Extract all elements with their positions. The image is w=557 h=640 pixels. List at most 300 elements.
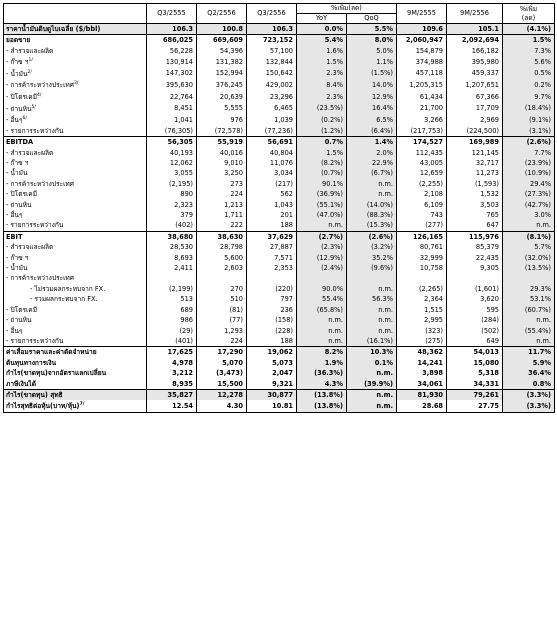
- cell-value: 1,293: [197, 326, 247, 336]
- row-label: [4, 158, 147, 168]
- cell-value: 8,935: [147, 379, 197, 390]
- cell-value: 5,318: [447, 368, 503, 378]
- cell-value: 106.3: [147, 24, 197, 35]
- cell-value: 201: [247, 210, 297, 220]
- row-label-text: EBIT: [6, 232, 23, 241]
- cell-value: 22,764: [147, 91, 197, 103]
- cell-value: n.m.: [297, 315, 347, 325]
- col-header-yoy: YoY: [297, 14, 347, 24]
- row-label: [4, 284, 147, 294]
- table-row: [4, 126, 555, 137]
- row-label: [4, 379, 147, 390]
- row-label: [4, 68, 147, 80]
- cell-value: (55.4%): [503, 326, 555, 336]
- cell-value: 1,207,651: [447, 79, 503, 91]
- cell-value: 723,152: [247, 35, 297, 46]
- cell-value: (9.1%): [503, 114, 555, 126]
- cell-value: 38,680: [147, 231, 197, 242]
- row-label: [4, 253, 147, 263]
- cell-value: 79,261: [447, 389, 503, 400]
- cell-value: (220): [247, 284, 297, 294]
- cell-value: 90.1%: [297, 179, 347, 189]
- row-label-text: - สำรวจและผลิต: [6, 243, 54, 252]
- table-row: [4, 79, 555, 91]
- cell-value: 11,273: [447, 168, 503, 178]
- cell-value: 5,073: [247, 358, 297, 368]
- cell-value: 1.5%: [297, 56, 347, 68]
- row-label: [4, 220, 147, 231]
- table-row: [4, 389, 555, 400]
- row-label-text: - การค้าระหว่างประเทศ: [6, 179, 74, 188]
- cell-value: 890: [147, 189, 197, 199]
- cell-value: 109.6: [397, 24, 447, 35]
- cell-value: (42.7%): [503, 200, 555, 210]
- row-label: [4, 210, 147, 220]
- cell-value: 0.7%: [297, 137, 347, 148]
- cell-value: 152,994: [197, 68, 247, 80]
- cell-value: 10.3%: [347, 347, 397, 358]
- cell-value: 5,555: [197, 103, 247, 115]
- table-row: [4, 148, 555, 158]
- cell-value: 150,642: [247, 68, 297, 80]
- row-label: [4, 179, 147, 189]
- cell-value: 395,980: [447, 56, 503, 68]
- cell-value: (3.1%): [503, 126, 555, 137]
- cell-value: 649: [447, 336, 503, 347]
- row-label: [4, 358, 147, 368]
- cell-value: 4.30: [197, 400, 247, 412]
- cell-value: 56.3%: [347, 294, 397, 304]
- row-label: [4, 315, 147, 325]
- row-label: [4, 148, 147, 158]
- row-label: [4, 56, 147, 68]
- row-label-text: - อื่นๆ: [6, 211, 23, 220]
- row-label: [4, 231, 147, 242]
- row-label: [4, 368, 147, 378]
- cell-value: 1.5%: [503, 35, 555, 46]
- cell-value: 5.0%: [347, 46, 397, 56]
- cell-value: 3,266: [397, 114, 447, 126]
- cell-value: 3,055: [147, 168, 197, 178]
- col-header-pct-minus: (ลด): [521, 13, 536, 22]
- row-label-text: ยอดขาย: [6, 36, 31, 45]
- cell-value: 7.3%: [503, 46, 555, 56]
- table-body: [4, 24, 555, 413]
- cell-value: [297, 273, 347, 283]
- cell-value: 19,062: [247, 347, 297, 358]
- row-label-text: - ถ่านหิน: [6, 316, 32, 325]
- cell-value: (15.3%): [347, 220, 397, 231]
- cell-value: (13.5%): [503, 263, 555, 273]
- cell-value: 17,625: [147, 347, 197, 358]
- cell-value: 0.8%: [503, 379, 555, 390]
- row-label-text: - สำรวจและผลิต: [6, 148, 54, 157]
- cell-value: 54,013: [447, 347, 503, 358]
- table-row: [4, 68, 555, 80]
- cell-value: 30,877: [247, 389, 297, 400]
- cell-value: 3,898: [397, 368, 447, 378]
- cell-value: 6,109: [397, 200, 447, 210]
- cell-value: 188: [247, 336, 297, 347]
- row-label-text: - ถ่านหิน: [6, 104, 32, 113]
- cell-value: (13.8%): [297, 400, 347, 412]
- cell-value: (8.2%): [297, 158, 347, 168]
- cell-value: 14,241: [397, 358, 447, 368]
- cell-value: [147, 273, 197, 283]
- row-label: [4, 200, 147, 210]
- row-label: [4, 91, 147, 103]
- cell-value: 14.0%: [347, 79, 397, 91]
- row-label: [4, 24, 147, 35]
- cell-value: 100.8: [197, 24, 247, 35]
- cell-value: (4.1%): [503, 24, 555, 35]
- cell-value: (2.7%): [297, 231, 347, 242]
- cell-value: 8.2%: [297, 347, 347, 358]
- cell-value: 1.1%: [347, 56, 397, 68]
- cell-value: 2,108: [397, 189, 447, 199]
- row-label-text: - น้ำมัน: [6, 169, 28, 178]
- cell-value: (10.9%): [503, 168, 555, 178]
- cell-value: 270: [197, 284, 247, 294]
- cell-value: 17,709: [447, 103, 503, 115]
- cell-value: (217): [247, 179, 297, 189]
- cell-value: 169,989: [447, 137, 503, 148]
- row-label-text: ราคาน้ำมันดิบดูไบเฉลี่ย ($/bbl): [6, 25, 101, 33]
- row-label: [4, 35, 147, 46]
- cell-value: 3,503: [447, 200, 503, 210]
- cell-value: 5,600: [197, 253, 247, 263]
- cell-value: 2,060,947: [397, 35, 447, 46]
- cell-value: 9,321: [247, 379, 297, 390]
- cell-value: 43,005: [397, 158, 447, 168]
- row-label-text: - ก๊าซ ฯ: [6, 253, 29, 262]
- cell-value: (72,578): [197, 126, 247, 137]
- cell-value: (14.0%): [347, 200, 397, 210]
- cell-value: 53.1%: [503, 294, 555, 304]
- cell-value: 56,228: [147, 46, 197, 56]
- row-label-text: - อื่นๆ: [6, 326, 23, 335]
- cell-value: 236: [247, 305, 297, 315]
- row-label: [4, 46, 147, 56]
- cell-value: (277): [397, 220, 447, 231]
- table-row: [4, 305, 555, 315]
- cell-value: (36.3%): [297, 368, 347, 378]
- cell-value: 147,302: [147, 68, 197, 80]
- row-label: [4, 294, 147, 304]
- cell-value: 16.4%: [347, 103, 397, 115]
- cell-value: (39.9%): [347, 379, 397, 390]
- cell-value: (3.2%): [347, 242, 397, 252]
- row-label-text: กำไร(ขาดทุน) สุทธิ: [6, 390, 63, 399]
- row-label: [4, 347, 147, 358]
- cell-value: (23.5%): [297, 103, 347, 115]
- cell-value: (88.3%): [347, 210, 397, 220]
- cell-value: 112,435: [397, 148, 447, 158]
- cell-value: (6.4%): [347, 126, 397, 137]
- row-label: [4, 242, 147, 252]
- cell-value: (12.9%): [297, 253, 347, 263]
- row-label-text: - ก๊าซ ฯ: [6, 58, 29, 67]
- cell-value: n.m.: [297, 220, 347, 231]
- table-row: [4, 114, 555, 126]
- cell-value: 81,930: [397, 389, 447, 400]
- cell-value: 9,305: [447, 263, 503, 273]
- cell-value: 12,062: [147, 158, 197, 168]
- cell-value: 55.4%: [297, 294, 347, 304]
- cell-value: (2,199): [147, 284, 197, 294]
- cell-value: 40,193: [147, 148, 197, 158]
- cell-value: 0.2%: [503, 79, 555, 91]
- cell-value: (47.0%): [297, 210, 347, 220]
- cell-value: (55.1%): [297, 200, 347, 210]
- cell-value: (2.6%): [347, 231, 397, 242]
- cell-value: 3,034: [247, 168, 297, 178]
- cell-value: 80,761: [397, 242, 447, 252]
- header-blank-cell: [4, 4, 147, 24]
- table-row: [4, 200, 555, 210]
- cell-value: 374,988: [397, 56, 447, 68]
- cell-value: (0.7%): [297, 168, 347, 178]
- row-label: [4, 336, 147, 347]
- row-label-text: ค่าเสื่อมราคาและค่าตัดจำหน่าย: [6, 348, 97, 357]
- cell-value: 23,296: [247, 91, 297, 103]
- cell-value: 12.9%: [347, 91, 397, 103]
- cell-value: 2.0%: [347, 148, 397, 158]
- cell-value: 22.9%: [347, 158, 397, 168]
- row-label-text: - ปิโตรเคมี: [6, 190, 38, 199]
- cell-value: (9.6%): [347, 263, 397, 273]
- row-label-text: - การค้าระหว่างประเทศ: [6, 81, 74, 90]
- cell-value: 459,337: [447, 68, 503, 80]
- cell-value: [397, 273, 447, 283]
- row-label: [4, 326, 147, 336]
- cell-value: 1,205,315: [397, 79, 447, 91]
- footnote-marker: 4/: [37, 93, 42, 98]
- row-label: [4, 168, 147, 178]
- cell-value: (81): [197, 305, 247, 315]
- table-row: [4, 368, 555, 378]
- cell-value: 8.4%: [297, 79, 347, 91]
- row-label-text: - ปิโตรเคมี: [6, 305, 38, 314]
- cell-value: 7.7%: [503, 148, 555, 158]
- cell-value: n.m.: [347, 368, 397, 378]
- cell-value: 595: [447, 305, 503, 315]
- table-row: [4, 379, 555, 390]
- cell-value: 0.0%: [297, 24, 347, 35]
- cell-value: 6,465: [247, 103, 297, 115]
- row-label-text: EBITDA: [6, 138, 34, 147]
- cell-value: 29.4%: [503, 179, 555, 189]
- table-row: [4, 284, 555, 294]
- cell-value: 32,717: [447, 158, 503, 168]
- header-row-1: [4, 4, 555, 14]
- table-row: [4, 231, 555, 242]
- cell-value: 3,620: [447, 294, 503, 304]
- table-row: [4, 400, 555, 412]
- row-label: [4, 126, 147, 137]
- row-label-text: กำไร(ขาดทุน)จากอัตราแลกเปลี่ยน: [6, 369, 107, 378]
- cell-value: 0.5%: [503, 68, 555, 80]
- cell-value: 15,500: [197, 379, 247, 390]
- cell-value: 395,630: [147, 79, 197, 91]
- table-row: [4, 24, 555, 35]
- cell-value: 22,435: [447, 253, 503, 263]
- cell-value: [247, 273, 297, 283]
- table-row: [4, 336, 555, 347]
- footnote-marker: 6/: [22, 116, 27, 122]
- cell-value: (76,305): [147, 126, 197, 137]
- cell-value: 48,362: [397, 347, 447, 358]
- cell-value: (2,195): [147, 179, 197, 189]
- cell-value: 797: [247, 294, 297, 304]
- cell-value: 2,353: [247, 263, 297, 273]
- cell-value: 115,976: [447, 231, 503, 242]
- table-row: [4, 326, 555, 336]
- cell-value: (217,753): [397, 126, 447, 137]
- cell-value: 5.5%: [347, 24, 397, 35]
- cell-value: 9.7%: [503, 91, 555, 103]
- cell-value: (8.1%): [503, 231, 555, 242]
- cell-value: 8,451: [147, 103, 197, 115]
- cell-value: 10,758: [397, 263, 447, 273]
- cell-value: 986: [147, 315, 197, 325]
- cell-value: 35.2%: [347, 253, 397, 263]
- cell-value: 38,630: [197, 231, 247, 242]
- cell-value: 12.54: [147, 400, 197, 412]
- cell-value: 28.68: [397, 400, 447, 412]
- table-row: [4, 158, 555, 168]
- col-header-pct-add: %เพิ่ม: [519, 4, 538, 13]
- cell-value: 29.3%: [503, 284, 555, 294]
- cell-value: 510: [197, 294, 247, 304]
- col-header-9m-2555: 9M/2555: [397, 4, 447, 24]
- cell-value: 20,639: [197, 91, 247, 103]
- col-header-pct-change: %เพิ่ม(ลด): [297, 4, 397, 14]
- cell-value: (77): [197, 315, 247, 325]
- cell-value: 2,364: [397, 294, 447, 304]
- cell-value: (502): [447, 326, 503, 336]
- cell-value: 3,250: [197, 168, 247, 178]
- row-label-text: - รายการระหว่างกัน: [6, 126, 64, 135]
- cell-value: (13.8%): [297, 389, 347, 400]
- cell-value: (1,601): [447, 284, 503, 294]
- cell-value: (60.7%): [503, 305, 555, 315]
- cell-value: 513: [147, 294, 197, 304]
- cell-value: (32.0%): [503, 253, 555, 263]
- cell-value: [447, 273, 503, 283]
- cell-value: n.m.: [347, 400, 397, 412]
- cell-value: 457,118: [397, 68, 447, 80]
- cell-value: 2,411: [147, 263, 197, 273]
- financial-summary-table: [3, 3, 555, 413]
- cell-value: (3,473): [197, 368, 247, 378]
- cell-value: (65.8%): [297, 305, 347, 315]
- cell-value: (23.9%): [503, 158, 555, 168]
- cell-value: (18.4%): [503, 103, 555, 115]
- cell-value: (1.2%): [297, 126, 347, 137]
- cell-value: 376,245: [197, 79, 247, 91]
- cell-value: (36.9%): [297, 189, 347, 199]
- row-label-text: - รายการระหว่างกัน: [6, 221, 64, 230]
- footnote-marker: 7/: [79, 402, 85, 408]
- cell-value: 166,182: [447, 46, 503, 56]
- cell-value: 11,076: [247, 158, 297, 168]
- table-row: [4, 294, 555, 304]
- cell-value: 1,039: [247, 114, 297, 126]
- cell-value: 1,041: [147, 114, 197, 126]
- cell-value: 5.7%: [503, 242, 555, 252]
- cell-value: 57,100: [247, 46, 297, 56]
- cell-value: 9,010: [197, 158, 247, 168]
- row-label-text: กำไรสุทธิต่อหุ้น(บาท/หุ้น): [6, 402, 80, 411]
- cell-value: 379: [147, 210, 197, 220]
- footnote-marker: 1/: [28, 58, 33, 64]
- row-label: [4, 137, 147, 148]
- table-row: [4, 56, 555, 68]
- cell-value: 61,434: [397, 91, 447, 103]
- row-label-text: - การค้าระหว่างประเทศ: [6, 274, 74, 283]
- cell-value: 130,914: [147, 56, 197, 68]
- cell-value: 1,532: [447, 189, 503, 199]
- cell-value: [197, 273, 247, 283]
- cell-value: 3,212: [147, 368, 197, 378]
- row-label-text: - ก๊าซ ฯ: [6, 159, 29, 167]
- table-row: [4, 210, 555, 220]
- col-header-q2-2556: Q2/2556: [197, 4, 247, 24]
- col-header-9m-2556: 9M/2556: [447, 4, 503, 24]
- cell-value: (3.3%): [503, 389, 555, 400]
- cell-value: n.m.: [347, 305, 397, 315]
- cell-value: 121,145: [447, 148, 503, 158]
- cell-value: [503, 273, 555, 283]
- cell-value: 743: [397, 210, 447, 220]
- cell-value: (77,236): [247, 126, 297, 137]
- cell-value: (27.3%): [503, 189, 555, 199]
- cell-value: n.m.: [347, 284, 397, 294]
- row-label-text: ต้นทุนทางการเงิน: [6, 358, 57, 367]
- cell-value: n.m.: [503, 315, 555, 325]
- cell-value: 21,700: [397, 103, 447, 115]
- cell-value: 1,515: [397, 305, 447, 315]
- cell-value: 105.1: [447, 24, 503, 35]
- cell-value: 1,043: [247, 200, 297, 210]
- table-row: [4, 220, 555, 231]
- cell-value: 4,978: [147, 358, 197, 368]
- cell-value: 5.6%: [503, 56, 555, 68]
- cell-value: n.m.: [347, 189, 397, 199]
- cell-value: (323): [397, 326, 447, 336]
- cell-value: n.m.: [347, 389, 397, 400]
- cell-value: 56,305: [147, 137, 197, 148]
- cell-value: 2.3%: [297, 68, 347, 80]
- cell-value: 188: [247, 220, 297, 231]
- cell-value: 32,999: [397, 253, 447, 263]
- cell-value: (401): [147, 336, 197, 347]
- cell-value: 5.4%: [297, 35, 347, 46]
- table-row: [4, 242, 555, 252]
- cell-value: 2,092,694: [447, 35, 503, 46]
- cell-value: 35,827: [147, 389, 197, 400]
- cell-value: n.m.: [297, 326, 347, 336]
- row-label-text: - ปิโตรเคมี: [6, 93, 38, 102]
- cell-value: (2,255): [397, 179, 447, 189]
- cell-value: 8.0%: [347, 35, 397, 46]
- cell-value: 2,047: [247, 368, 297, 378]
- cell-value: (228): [247, 326, 297, 336]
- cell-value: 174,527: [397, 137, 447, 148]
- table-row: [4, 189, 555, 199]
- cell-value: 222: [197, 220, 247, 231]
